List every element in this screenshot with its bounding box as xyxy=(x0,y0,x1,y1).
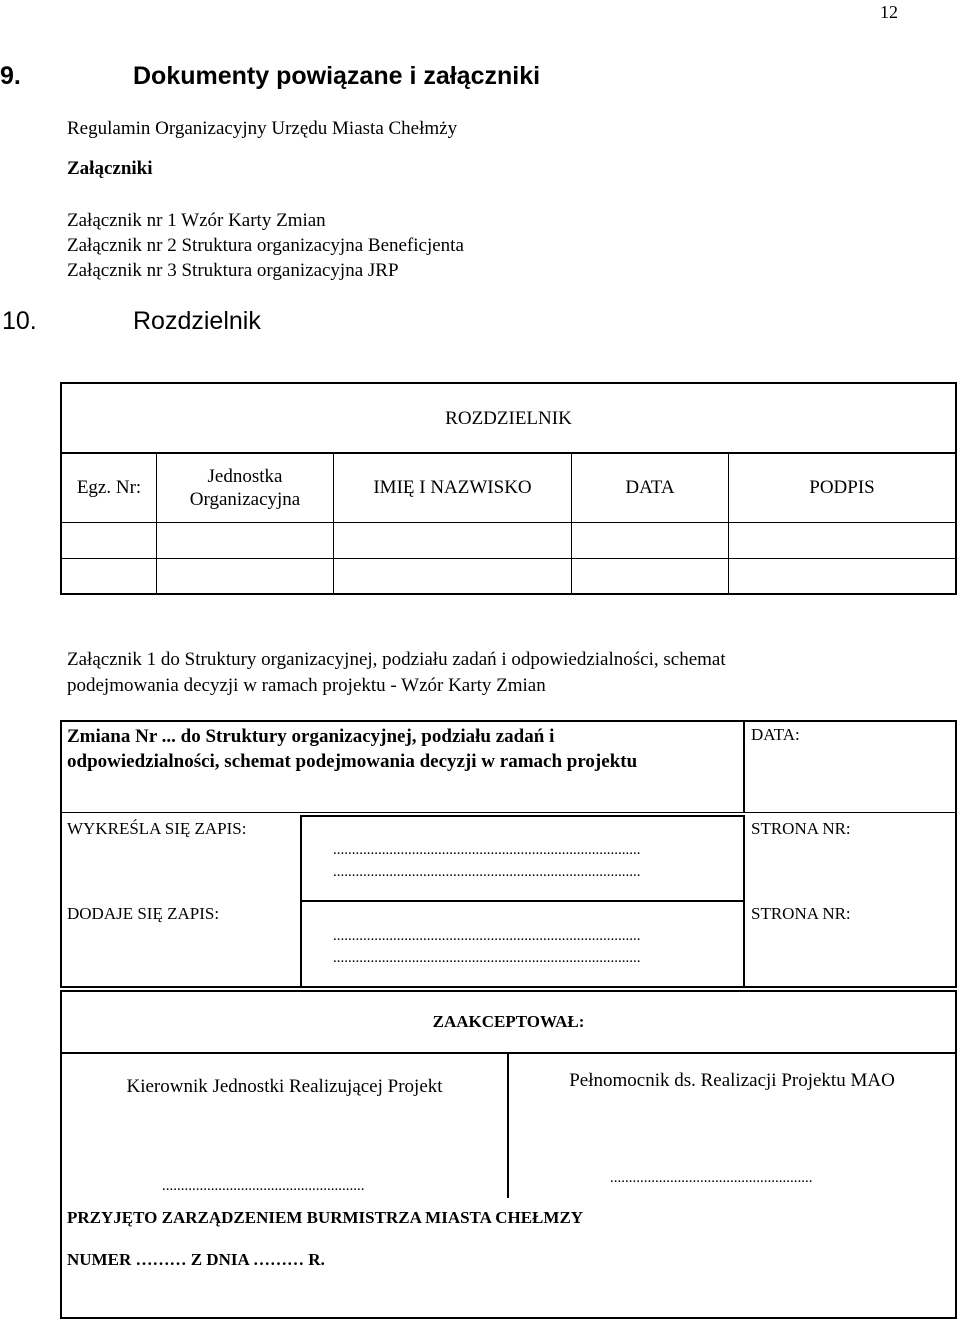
header-unit-line2: Organizacyjna xyxy=(189,489,301,510)
table-divider xyxy=(571,453,572,594)
section-10-number: 10. xyxy=(2,307,37,335)
header-name: IMIĘ I NAZWISKO xyxy=(373,477,532,498)
header-signature: PODPIS xyxy=(809,477,875,498)
attachment-item: Załącznik nr 3 Struktura organizacyjna JRP xyxy=(67,260,399,281)
table-divider xyxy=(60,522,957,523)
attachments-heading: Załączniki xyxy=(67,158,153,179)
table-divider xyxy=(333,453,334,594)
date-label: DATA: xyxy=(751,725,800,744)
added-entry-dots: .................................................................................. xyxy=(333,928,641,944)
table-divider xyxy=(60,452,957,454)
signature-dots-right: ...................................................... xyxy=(610,1170,813,1186)
approver-left: Kierownik Jednostki Realizującej Projekt xyxy=(126,1076,443,1097)
deleted-entry-dots: .................................................................................. xyxy=(333,864,641,880)
table-divider xyxy=(60,558,957,559)
attachment-item: Załącznik nr 2 Struktura organizacyjna Beneficjenta xyxy=(67,235,464,256)
form-divider xyxy=(60,812,957,813)
accepted-by-order-line: PRZYJĘTO ZARZĄDZENIEM BURMISTRZA MIASTA CHEŁMZY xyxy=(67,1208,584,1227)
regulation-text: Regulamin Organizacyjny Urzędu Miasta Chełmży xyxy=(67,118,458,139)
change-header-line2: odpowiedzialności, schemat podejmowania decyzji w ramach projektu xyxy=(67,751,638,772)
deleted-entry-dots: .................................................................................. xyxy=(333,842,641,858)
table-title: ROZDZIELNIK xyxy=(445,408,572,429)
approver-right: Pełnomocnik ds. Realizacji Projektu MAO xyxy=(569,1070,895,1091)
attachment-item: Załącznik nr 1 Wzór Karty Zmian xyxy=(67,210,326,231)
page-number: 12 xyxy=(880,2,898,22)
page-number-label: STRONA NR: xyxy=(751,819,851,838)
form-divider xyxy=(300,900,744,902)
header-unit-line1: Jednostka xyxy=(207,466,283,487)
deleted-entry-label: WYKREŚLA SIĘ ZAPIS: xyxy=(67,819,247,838)
table-divider xyxy=(728,453,729,594)
added-entry-label: DODAJE SIĘ ZAPIS: xyxy=(67,904,220,923)
header-copy-no: Egz. Nr: xyxy=(76,477,142,498)
attachment1-line1: Załącznik 1 do Struktury organizacyjnej, podziału zadań i odpowiedzialności, schemat xyxy=(67,649,726,670)
signature-dots-left: ...................................................... xyxy=(162,1178,365,1194)
attachment1-line2: podejmowania decyzji w ramach projektu - Wzór Karty Zmian xyxy=(67,675,546,696)
page-number-label: STRONA NR: xyxy=(751,904,851,923)
section-10-title: Rozdzielnik xyxy=(133,307,261,335)
header-date: DATA xyxy=(625,477,675,498)
section-9-title: Dokumenty powiązane i załączniki xyxy=(133,62,541,90)
form-divider xyxy=(743,721,745,813)
change-header-line1: Zmiana Nr ... do Struktury organizacyjnej, podziału zadań i xyxy=(67,726,555,747)
section-9-number: 9. xyxy=(0,62,21,90)
form-divider xyxy=(300,815,744,817)
order-number-line: NUMER ……… Z DNIA ……… R. xyxy=(67,1250,325,1269)
added-entry-dots: .................................................................................. xyxy=(333,950,641,966)
approved-label: ZAAKCEPTOWAŁ: xyxy=(432,1012,585,1031)
